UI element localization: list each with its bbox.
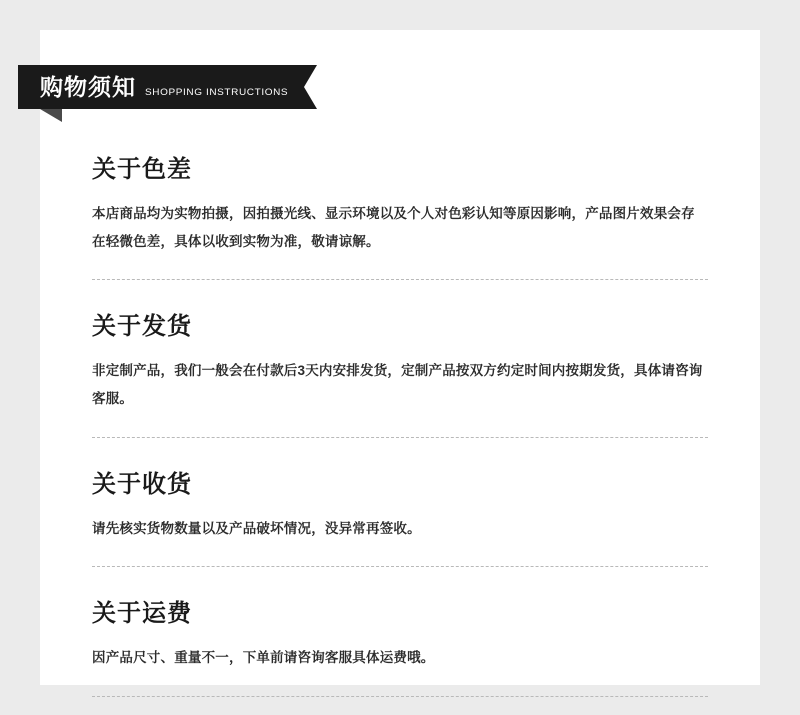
section-freight <box>92 567 708 697</box>
banner-title-en: SHOPPING INSTRUCTIONS <box>145 87 289 98</box>
banner-tail <box>40 109 62 122</box>
banner-body <box>18 65 304 109</box>
section-body: 因产品尺寸、重量不一，下单前请咨询客服具体运费哦。 <box>92 650 435 666</box>
instructions-card <box>40 30 760 685</box>
section-body: 本店商品均为实物拍摄，因拍摄光线、显示环境以及个人对色彩认知等原因影响，产品图片效果会存在轻微色差，具体以收到实物为准，敬请谅解。 <box>92 206 695 249</box>
section-body: 非定制产品，我们一般会在付款后3天内安排发货，定制产品按双方约定时间内按期发货，具体请咨询客服。 <box>92 363 703 407</box>
section-body: 请先核实货物数量以及产品破坏情况，没异常再签收。 <box>92 520 421 536</box>
section-title: 关于运费 <box>92 600 192 628</box>
instructions-content <box>92 135 708 697</box>
section-banner <box>18 65 317 109</box>
section-title: 关于收货 <box>92 470 192 498</box>
section-color-difference <box>92 135 708 280</box>
section-receiving <box>92 438 708 568</box>
section-shipping <box>92 280 708 437</box>
section-divider <box>92 696 708 697</box>
section-title: 关于发货 <box>92 313 192 341</box>
banner-title-cn: 购物须知 <box>40 74 136 100</box>
section-title: 关于色差 <box>92 156 192 183</box>
banner-notch <box>304 65 317 109</box>
